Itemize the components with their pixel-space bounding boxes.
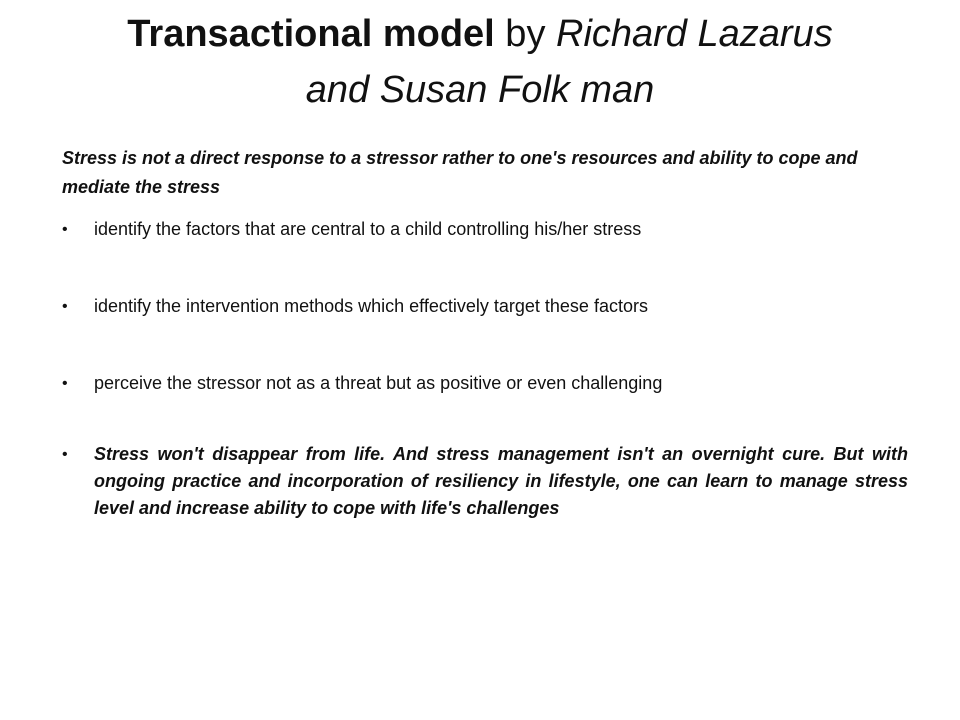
- slide-title: [60, 6, 900, 118]
- bullet-text: identify the intervention methods which effectively target these factors: [94, 296, 648, 316]
- bullet-item: [62, 370, 908, 397]
- bullet-item: [62, 216, 908, 243]
- title-by-text: by: [494, 13, 556, 55]
- bullet-list: [62, 210, 908, 522]
- title-authors-line2: and Susan Folk man: [305, 69, 655, 111]
- bullet-text: perceive the stressor not as a threat but as positive or even challenging: [94, 373, 663, 393]
- lead-paragraph: Stress is not a direct response to a stressor rather to one's resources and ability to cope and mediate the stress: [62, 148, 858, 197]
- bullet-dot-icon: •: [62, 221, 68, 238]
- bullet-dot-icon: •: [62, 446, 68, 463]
- title-authors-line1: Richard Lazarus: [556, 13, 833, 55]
- bullet-dot-icon: •: [62, 375, 68, 392]
- bullet-item: [62, 293, 908, 320]
- title-bold-text: Transactional model: [127, 13, 495, 55]
- bullet-item: [62, 441, 908, 522]
- bullet-text-emphasis: Stress won't disappear from life. And stress management isn't an overnight cure. But with ongoing practice and incorporation of resiliency in lifestyle, one can learn to manage stress level and increase ability to cope with life's challenges: [94, 444, 908, 518]
- bullet-text: identify the factors that are central to a child controlling his/her stress: [94, 219, 642, 239]
- bullet-dot-icon: •: [62, 298, 68, 315]
